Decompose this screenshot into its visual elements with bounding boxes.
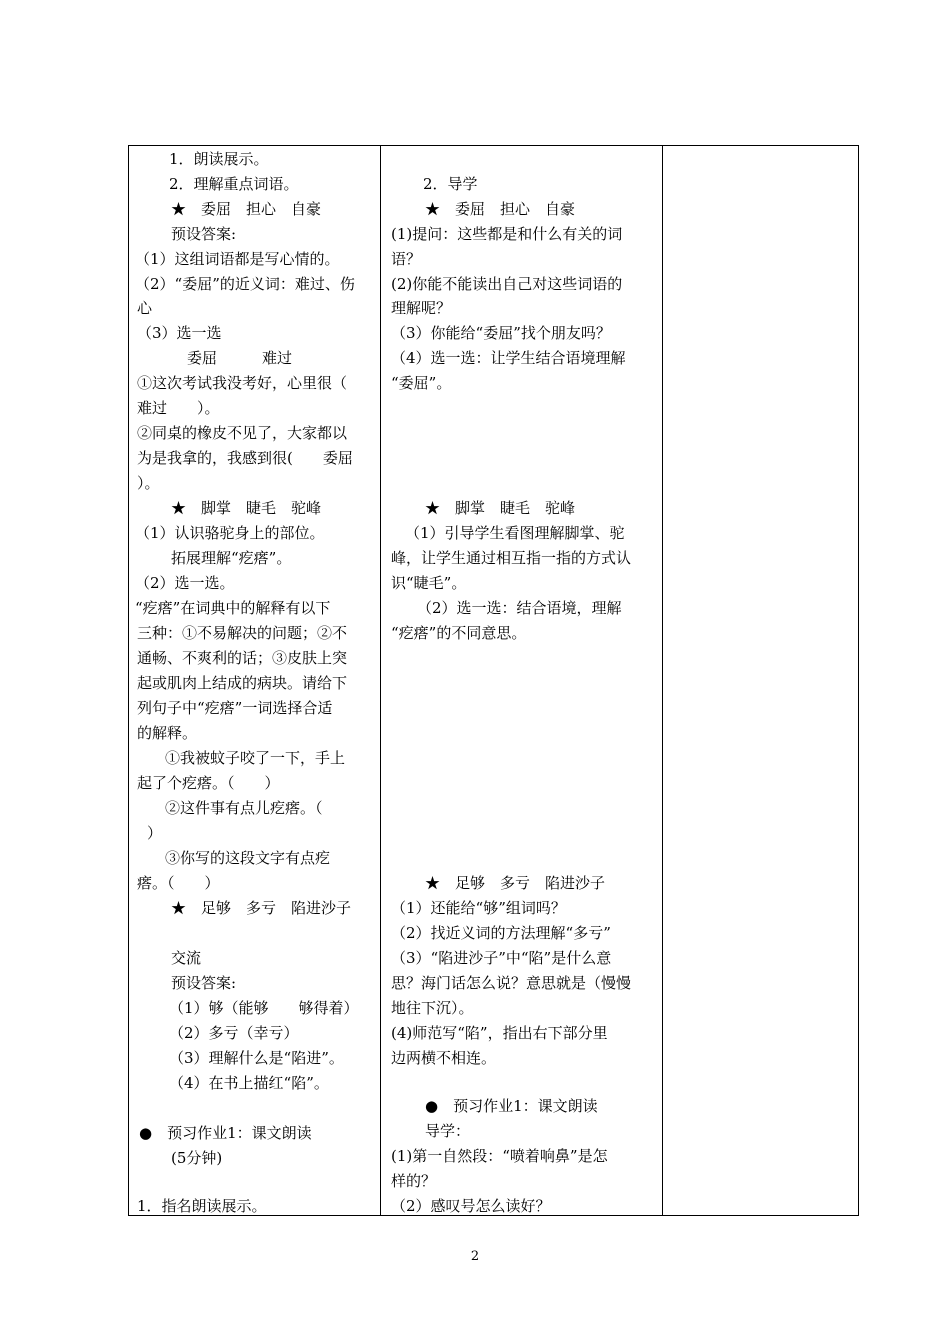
text-line: ） bbox=[147, 824, 163, 842]
text-line: (2)你能不能读出自己对这些词语的 bbox=[391, 275, 623, 293]
text-line: （4）在书上描红“陷”。 bbox=[169, 1074, 329, 1092]
text-line: (4)师范写“陷”，指出右下部分里 bbox=[391, 1024, 608, 1042]
text-line: “疙瘩”的不同意思。 bbox=[391, 624, 527, 642]
text-line: （2）“委屈”的近义词：难过、伤 bbox=[135, 275, 355, 293]
notes-cell bbox=[663, 146, 859, 1215]
text-line: 理解呢？ bbox=[391, 299, 452, 317]
text-line: 心 bbox=[137, 299, 153, 317]
text-line: （4）选一选：让学生结合语境理解 bbox=[391, 349, 626, 367]
text-line: （1）认识骆驼身上的部位。 bbox=[135, 524, 325, 542]
text-line: 瘩。（ ） bbox=[137, 874, 220, 892]
text-line: （3）你能给“委屈”找个朋友吗？ bbox=[391, 324, 611, 342]
text-line: 预设答案: bbox=[171, 974, 237, 992]
text-line: ①我被蚊子咬了一下，手上 bbox=[165, 749, 346, 767]
text-line: 通畅、不爽利的话；③皮肤上突 bbox=[137, 649, 348, 667]
text-line: ③你写的这段文字有点疙 bbox=[165, 849, 331, 867]
text-line: ★ 委屈 担心 自豪 bbox=[425, 200, 576, 218]
text-line: “疙瘩”在词典中的解释有以下 bbox=[135, 599, 331, 617]
text-line: ②同桌的橡皮不见了，大家都以 bbox=[137, 424, 348, 442]
text-line: 为是我拿的，我感到很( 委屈 bbox=[137, 449, 353, 467]
text-line: ● 预习作业1：课文朗读 bbox=[425, 1097, 598, 1115]
text-line: 地往下沉）。 bbox=[391, 999, 474, 1017]
text-line: (1)提问：这些都是和什么有关的词 bbox=[391, 225, 623, 243]
text-line: ★ 脚掌 睫毛 驼峰 bbox=[425, 499, 576, 517]
text-line: 语？ bbox=[391, 250, 422, 268]
text-line: （2）感叹号怎么读好？ bbox=[391, 1197, 551, 1215]
text-line: 峰，让学生通过相互指一指的方式认 bbox=[391, 549, 632, 567]
text-line: ②这件事有点儿疙瘩。（ bbox=[165, 799, 323, 817]
text-line: 交流 bbox=[171, 949, 202, 967]
text-line: 1．指名朗读展示。 bbox=[137, 1197, 267, 1215]
text-line: 导学： bbox=[425, 1122, 471, 1140]
teacher-guidance-cell bbox=[381, 146, 662, 1215]
text-line: 预设答案: bbox=[171, 225, 237, 243]
text-line: （2）选一选：结合语境，理解 bbox=[417, 599, 622, 617]
text-line: 拓展理解“疙瘩”。 bbox=[171, 549, 292, 567]
text-line: 识“睫毛”。 bbox=[391, 574, 467, 592]
text-line: 起了个疙瘩。（ ） bbox=[137, 774, 280, 792]
text-line: ● 预习作业1：课文朗读 bbox=[139, 1124, 312, 1142]
text-line: 三种：①不易解决的问题；②不 bbox=[137, 624, 348, 642]
text-line: 1．朗读展示。 bbox=[169, 150, 269, 168]
text-line: 难过 ）。 bbox=[137, 399, 220, 417]
text-line: ★ 足够 多亏 陷进沙子 bbox=[425, 874, 606, 892]
text-line: (1)第一自然段：“喷着响鼻”是怎 bbox=[391, 1147, 608, 1165]
text-line: （2）找近义词的方法理解“多亏” bbox=[391, 924, 611, 942]
text-line: (5分钟) bbox=[171, 1149, 223, 1167]
text-line: 2．理解重点词语。 bbox=[169, 175, 299, 193]
lesson-table bbox=[128, 145, 859, 1216]
text-line: （1）够（能够 够得着） bbox=[169, 999, 359, 1017]
text-line: 边两横不相连。 bbox=[391, 1049, 497, 1067]
text-line: （3）“陷进沙子”中“陷”是什么意 bbox=[391, 949, 612, 967]
student-activity-cell bbox=[129, 146, 380, 1215]
text-line: 样的？ bbox=[391, 1172, 437, 1190]
text-line: （1）这组词语都是写心情的。 bbox=[135, 250, 340, 268]
text-line: （1）还能给“够”组词吗？ bbox=[391, 899, 566, 917]
text-line: （1）引导学生看图理解脚掌、驼 bbox=[405, 524, 625, 542]
text-line: ★ 足够 多亏 陷进沙子 bbox=[171, 899, 352, 917]
text-line: （2）选一选。 bbox=[135, 574, 235, 592]
text-line: ）。 bbox=[137, 474, 160, 492]
text-line: （2）多亏（幸亏） bbox=[169, 1024, 299, 1042]
text-line: “委屈”。 bbox=[391, 374, 452, 392]
page-number: 2 bbox=[470, 1249, 480, 1264]
text-line: 的解释。 bbox=[137, 724, 198, 742]
text-line: ①这次考试我没考好，心里很（ bbox=[137, 374, 348, 392]
text-line: （3）选一选 bbox=[137, 324, 222, 342]
text-line: ★ 脚掌 睫毛 驼峰 bbox=[171, 499, 322, 517]
text-line: （3）理解什么是“陷进”。 bbox=[169, 1049, 344, 1067]
text-line: ★ 委屈 担心 自豪 bbox=[171, 200, 322, 218]
text-line: 起或肌肉上结成的病块。请给下 bbox=[137, 674, 348, 692]
text-line: 列句子中“疙瘩”一词选择合适 bbox=[137, 699, 333, 717]
text-line: 思？海门话怎么说？意思就是（慢慢 bbox=[391, 974, 632, 992]
text-line: 2．导学 bbox=[423, 175, 478, 193]
text-line: 委屈 难过 bbox=[187, 349, 293, 367]
